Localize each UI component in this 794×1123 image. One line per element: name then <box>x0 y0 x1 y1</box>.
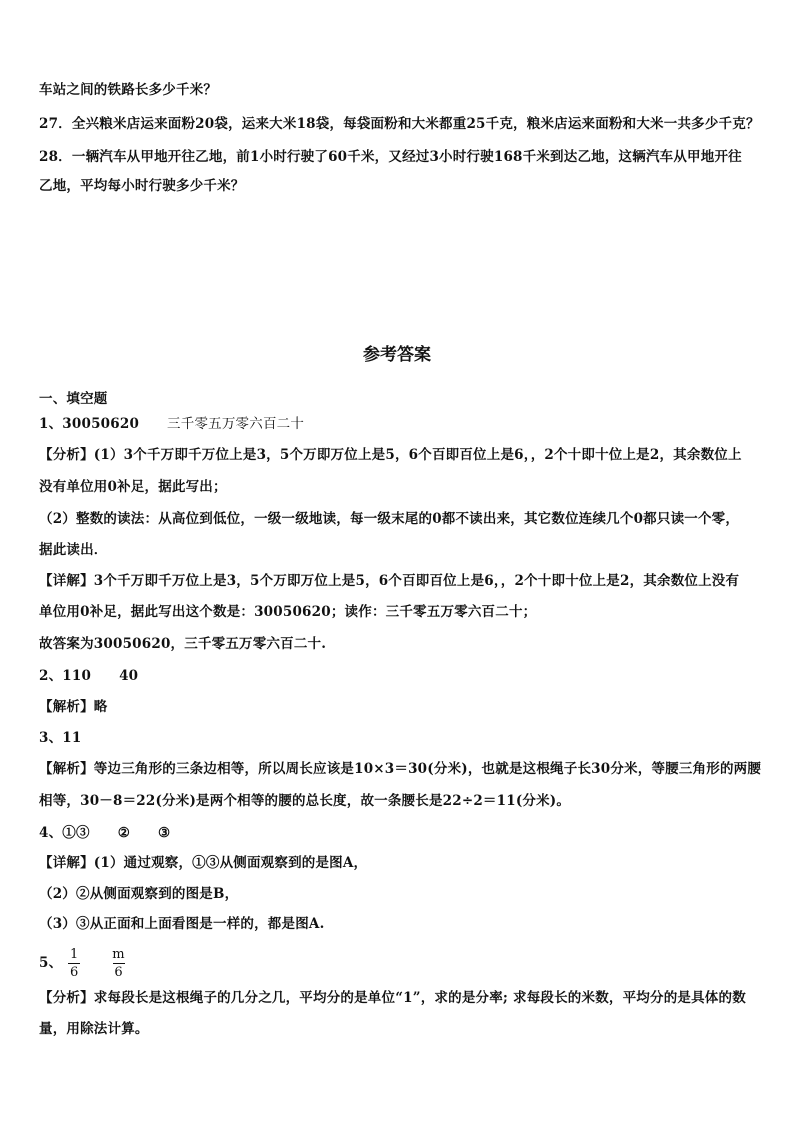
fraction-1-numerator: 1 <box>70 946 79 962</box>
answer-2-value-b: 40 <box>119 668 139 684</box>
answer-1-reading: 三千零五万零六百二十 <box>167 416 305 432</box>
answer-2-head <box>39 666 138 686</box>
answer-4-detail-line1: 【详解】(1）通过观察，①③从侧面观察到的是图A， <box>39 855 368 871</box>
question-28-line2: 乙地，平均每小时行驶多少千米？ <box>39 178 245 194</box>
answer-2-value-a: 2、110 <box>39 668 92 684</box>
answer-1-detail-line1: 【详解】3个千万即千万位上是3，5个万即万位上是5，6个百即百位上是6，，2个十即十位上是2，其余数位上没有 <box>39 573 740 589</box>
answer-3-analysis-line1: 【解析】等边三角形的三条边相等，所以周长应该是10×3＝30(分米)，也就是这根绳子长30分米，等腰三角形的两腰 <box>39 761 762 777</box>
answer-1-head <box>39 414 304 434</box>
answer-4-detail-line2: （2）②从侧面观察到的图是B， <box>39 886 239 902</box>
answer-1-number: 1、30050620 <box>39 416 140 432</box>
question-28-line1: 28．一辆汽车从甲地开往乙地，前1小时行驶了60千米，又经过3小时行驶168千米到达乙地，这辆汽车从甲地开往 <box>39 149 742 165</box>
fraction-2-bar <box>113 963 125 964</box>
section-fill-blank: 一、填空题 <box>39 391 108 407</box>
answer-4-head <box>39 823 170 843</box>
answer-1-detail-line2: 单位用0补足，据此写出这个数是：30050620；读作：三千零五万零六百二十； <box>39 604 537 620</box>
answer-2-analysis: 【解析】略 <box>39 699 108 715</box>
fraction-1-denominator: 6 <box>70 964 79 980</box>
answer-4-value-b: ② <box>117 825 131 841</box>
answers-title: 参考答案 <box>363 345 431 365</box>
fraction-1-bar <box>68 963 80 964</box>
answer-1-analysis-line3: （2）整数的读法：从高位到低位，一级一级地读，每一级末尾的0都不读出来，其它数位连续几个0都只读一个零， <box>39 511 740 527</box>
answer-5-analysis-line1: 【分析】求每段长是这根绳子的几分之几，平均分的是单位“1”，求的是分率; 求每段长的米数，平均分的是具体的数 <box>39 990 746 1006</box>
answer-5-number: 5、 <box>39 955 63 971</box>
question-26-tail: 车站之间的铁路长多少千米？ <box>39 82 218 98</box>
answer-3-head: 3、11 <box>39 730 82 746</box>
answer-5-fraction-1 <box>68 947 80 980</box>
fraction-2-denominator: 6 <box>114 964 123 980</box>
answer-5-head <box>39 943 131 983</box>
question-27: 27．全兴粮米店运来面粉20袋，运来大米18袋，每袋面粉和大米都重25千克，粮米店运来面粉和大米一共多少千克？ <box>39 116 760 132</box>
answer-1-analysis-line4: 据此读出． <box>39 542 108 558</box>
answer-1-analysis-line2: 没有单位用0补足，据此写出； <box>39 479 227 495</box>
answer-1-conclusion: 故答案为30050620，三千零五万零六百二十. <box>39 636 327 652</box>
answer-5-fraction-2 <box>112 947 125 980</box>
answer-4-detail-line3: （3）③从正面和上面看图是一样的，都是图A. <box>39 916 325 932</box>
answer-3-analysis-line2: 相等，30－8＝22(分米)是两个相等的腰的总长度，故一条腰长是22÷2＝11(分米)。 <box>39 793 571 809</box>
answer-5-analysis-line2: 量，用除法计算。 <box>39 1021 149 1037</box>
fraction-2-numerator: m <box>112 946 125 962</box>
answer-1-analysis-line1: 【分析】(1）3个千万即千万位上是3，5个万即万位上是5，6个百即百位上是6，，2个十即十位上是2，其余数位上 <box>39 447 742 463</box>
answer-4-value-a: 4、①③ <box>39 825 90 841</box>
answer-4-value-c: ③ <box>158 825 171 841</box>
